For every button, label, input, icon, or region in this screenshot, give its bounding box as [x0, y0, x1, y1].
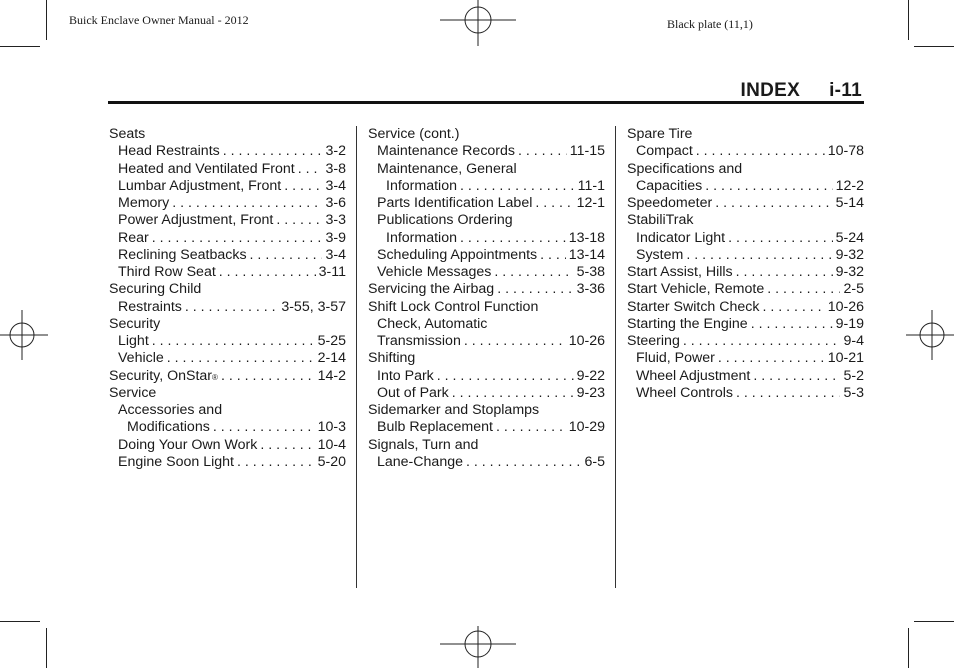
entry-label: Information	[386, 177, 457, 194]
entry-label: Third Row Seat	[118, 264, 216, 280]
dot-leader	[518, 143, 567, 160]
entry-page: 10-3	[317, 419, 346, 436]
index-entry	[368, 333, 605, 350]
entry-label: Signals, Turn and	[368, 436, 479, 453]
index-entry	[627, 126, 864, 143]
entry-label: Start Assist, Hills	[627, 264, 733, 280]
index-entry	[368, 350, 605, 367]
index-entry	[627, 178, 864, 195]
entry-page: 11-1	[577, 177, 605, 194]
entry-page: 3-4	[325, 177, 346, 194]
index-entry	[109, 178, 346, 195]
entry-label: Securing Child	[109, 281, 202, 298]
section-title: INDEX	[740, 80, 801, 101]
index-column-3	[627, 126, 864, 402]
entry-label: Wheel Controls	[636, 384, 733, 401]
entry-label: Fluid, Power	[636, 350, 715, 367]
dot-leader	[736, 385, 840, 402]
dot-leader	[535, 195, 573, 212]
dot-leader	[767, 281, 840, 298]
entry-label: Lumbar Adjustment, Front	[118, 177, 282, 194]
dot-leader	[705, 178, 832, 195]
entry-page: 10-4	[317, 436, 346, 453]
entry-label: Heated and Ventilated Front	[118, 160, 295, 177]
entry-label: Bulb Replacement	[377, 419, 493, 436]
dot-leader	[728, 230, 832, 247]
dot-leader	[219, 264, 316, 281]
dot-leader	[540, 247, 566, 264]
entry-label: Accessories and	[118, 402, 223, 418]
index-entry	[627, 316, 864, 333]
index-entry	[368, 299, 605, 316]
index-entry	[109, 126, 346, 143]
registration-mark-icon	[440, 624, 516, 668]
index-entry	[109, 419, 346, 436]
entry-page: 10-78	[827, 143, 864, 160]
dot-leader	[152, 230, 323, 247]
entry-page: 13-14	[568, 246, 605, 263]
entry-label: Start Vehicle, Remote	[627, 281, 765, 298]
entry-page: 9-23	[576, 384, 605, 401]
entry-label: Security, OnStar	[109, 367, 213, 384]
dot-leader	[223, 143, 323, 160]
index-column-2	[368, 126, 605, 471]
crop-mark	[914, 621, 954, 622]
plate-label: Black plate (11,1)	[667, 17, 753, 31]
dot-leader	[686, 247, 832, 264]
header-rule	[108, 101, 864, 104]
entry-label: Steering	[627, 333, 680, 349]
index-entry	[109, 437, 346, 454]
entry-page: 3-55, 3-57	[281, 298, 346, 315]
dot-leader	[466, 454, 582, 471]
crop-mark	[0, 621, 40, 622]
entry-label: Lane-Change	[377, 453, 463, 470]
dot-leader	[464, 333, 566, 350]
dot-leader	[172, 195, 322, 212]
entry-label: Shift Lock Control Function	[368, 298, 539, 315]
index-entry	[368, 368, 605, 385]
index-entry	[109, 316, 346, 333]
entry-page: 3-4	[325, 246, 346, 263]
entry-page: 3-8	[325, 160, 346, 177]
entry-page: 3-9	[325, 229, 346, 246]
entry-label: Transmission	[377, 333, 461, 349]
index-entry	[109, 212, 346, 229]
entry-label: Rear	[118, 229, 149, 246]
index-entry	[109, 230, 346, 247]
entry-label: Capacities	[636, 177, 703, 194]
crop-mark	[46, 0, 47, 40]
index-column-1	[109, 126, 346, 471]
entry-label: Wheel Adjustment	[636, 367, 751, 384]
dot-leader	[221, 368, 315, 385]
index-entry	[109, 454, 346, 471]
index-entry	[627, 143, 864, 160]
dot-leader	[298, 161, 323, 178]
entry-label: Compact	[636, 143, 693, 160]
entry-page: 9-32	[835, 246, 864, 263]
index-entry	[109, 385, 346, 402]
index-entry	[368, 143, 605, 160]
entry-label: Seats	[109, 126, 146, 142]
entry-page: 12-2	[835, 177, 864, 194]
dot-leader	[167, 350, 315, 367]
entry-page: 9-4	[843, 333, 864, 349]
index-entry	[109, 350, 346, 367]
index-entry	[109, 247, 346, 264]
index-entry	[109, 281, 346, 298]
index-entry	[368, 230, 605, 247]
entry-label: Shifting	[368, 350, 416, 367]
index-entry	[368, 264, 605, 281]
dot-leader	[718, 350, 825, 367]
dot-leader	[152, 333, 315, 350]
crop-mark	[914, 46, 954, 47]
entry-page: 5-20	[317, 453, 346, 470]
entry-page: 3-6	[325, 195, 346, 211]
dot-leader	[213, 419, 315, 436]
entry-page: 5-2	[843, 367, 864, 384]
entry-page: 5-14	[835, 195, 864, 211]
entry-label: Head Restraints	[118, 143, 220, 160]
index-entry	[368, 126, 605, 143]
entry-page: 14-2	[317, 367, 346, 384]
crop-mark	[0, 46, 40, 47]
entry-page: 3-3	[325, 212, 346, 229]
entry-label: Out of Park	[377, 384, 449, 401]
index-entry	[109, 333, 346, 350]
entry-page: 9-22	[576, 367, 605, 384]
index-entry	[368, 195, 605, 212]
entry-page: 5-38	[576, 264, 605, 280]
index-entry	[627, 264, 864, 281]
column-divider	[615, 126, 616, 588]
index-entry	[627, 161, 864, 178]
entry-label: System	[636, 246, 684, 263]
dot-leader	[460, 230, 566, 247]
entry-label: Vehicle Messages	[377, 264, 492, 280]
entry-label: Engine Soon Light	[118, 453, 234, 470]
entry-page: 2-5	[843, 281, 864, 298]
index-entry	[627, 247, 864, 264]
entry-label: Power Adjustment, Front	[118, 212, 274, 229]
dot-leader	[250, 247, 323, 264]
dot-leader	[762, 299, 824, 316]
entry-page: 3-36	[576, 281, 605, 298]
entry-page: 5-24	[835, 229, 864, 246]
entry-label: Scheduling Appointments	[377, 246, 538, 263]
index-entry	[368, 454, 605, 471]
index-entry	[109, 264, 346, 281]
entry-label: Reclining Seatbacks	[118, 246, 247, 263]
index-entry	[627, 195, 864, 212]
index-entry	[368, 437, 605, 454]
entry-page: 5-25	[317, 333, 346, 349]
entry-label: Servicing the Airbag	[368, 281, 495, 298]
crop-mark	[908, 628, 909, 668]
dot-leader	[715, 195, 832, 212]
entry-label: Security	[109, 315, 161, 332]
entry-label: Maintenance, General	[377, 160, 517, 177]
dot-leader	[683, 333, 841, 350]
dot-leader	[496, 419, 566, 436]
entry-label: Into Park	[377, 367, 434, 384]
running-head	[741, 80, 862, 102]
entry-label: Indicator Light	[636, 229, 726, 246]
dot-leader	[237, 454, 315, 471]
index-entry	[368, 178, 605, 195]
entry-page: 6-5	[584, 453, 605, 470]
dot-leader	[284, 178, 322, 195]
entry-label: Specifications and	[627, 160, 743, 177]
index-entry	[627, 212, 864, 229]
entry-label: Spare Tire	[627, 126, 693, 142]
index-entry: Security, OnStar ® . . . 14-2	[109, 368, 346, 385]
dot-leader	[736, 264, 833, 281]
page-number: i-11	[829, 80, 862, 101]
index-entry	[627, 350, 864, 367]
index-entry	[627, 281, 864, 298]
entry-label: Service	[109, 384, 157, 401]
entry-label: Publications Ordering	[377, 212, 513, 229]
entry-label: Light	[118, 333, 149, 349]
entry-label: Doing Your Own Work	[118, 436, 258, 453]
dot-leader	[696, 143, 825, 160]
entry-page: 2-14	[317, 350, 346, 367]
entry-page: 5-3	[843, 384, 864, 401]
dot-leader	[751, 316, 833, 333]
index-entry	[368, 402, 605, 419]
dot-leader	[260, 437, 314, 454]
entry-label: Service (cont.)	[368, 126, 460, 142]
entry-label: Speedometer	[627, 195, 713, 211]
crop-mark	[908, 0, 909, 40]
index-entry	[368, 212, 605, 229]
entry-page: 10-21	[827, 350, 864, 367]
index-entry	[368, 281, 605, 298]
entry-label: Parts Identification Label	[377, 195, 533, 211]
entry-page: 11-15	[569, 143, 605, 160]
index-entry	[627, 333, 864, 350]
entry-label: Memory	[118, 195, 170, 211]
entry-page: 13-18	[568, 229, 605, 246]
index-entry	[368, 419, 605, 436]
index-entry	[627, 230, 864, 247]
index-entry	[627, 385, 864, 402]
registration-mark-icon	[0, 310, 50, 360]
entry-page: 10-26	[568, 333, 605, 349]
entry-label: Starting the Engine	[627, 315, 748, 332]
index-entry	[368, 385, 605, 402]
entry-page: 9-32	[835, 264, 864, 280]
entry-label: Restraints	[118, 298, 182, 315]
index-entry	[368, 316, 605, 333]
index-entry	[109, 143, 346, 160]
dot-leader	[460, 178, 575, 195]
index-entry	[368, 161, 605, 178]
index-entry	[368, 247, 605, 264]
index-entry	[627, 299, 864, 316]
index-entry	[109, 402, 346, 419]
manual-title: Buick Enclave Owner Manual - 2012	[69, 13, 249, 27]
dot-leader	[753, 368, 840, 385]
dot-leader	[497, 281, 573, 298]
index-entry	[109, 161, 346, 178]
entry-label: Starter Switch Check	[627, 298, 760, 315]
index-entry	[109, 195, 346, 212]
entry-label: Check, Automatic	[377, 315, 488, 332]
entry-label: StabiliTrak	[627, 212, 694, 229]
entry-label: Modifications	[127, 419, 210, 436]
registration-mark-icon	[904, 310, 954, 360]
dot-leader	[185, 299, 278, 316]
entry-page: 10-26	[827, 298, 864, 315]
entry-label: Sidemarker and Stoplamps	[368, 402, 540, 418]
dot-leader	[494, 264, 573, 281]
entry-page: 9-19	[835, 315, 864, 332]
entry-label: Maintenance Records	[377, 143, 516, 160]
index-entry	[109, 299, 346, 316]
entry-page: 3-11	[318, 264, 346, 280]
dot-leader	[276, 212, 322, 229]
column-divider	[356, 126, 357, 588]
entry-page: 10-29	[568, 419, 605, 436]
dot-leader	[452, 385, 574, 402]
entry-label: Vehicle	[118, 350, 164, 367]
entry-page: 12-1	[576, 195, 605, 211]
registration-mark-icon	[440, 0, 516, 50]
entry-page: 3-2	[325, 143, 346, 160]
entry-label: Information	[386, 229, 457, 246]
crop-mark	[46, 628, 47, 668]
index-entry	[627, 368, 864, 385]
dot-leader	[437, 368, 574, 385]
